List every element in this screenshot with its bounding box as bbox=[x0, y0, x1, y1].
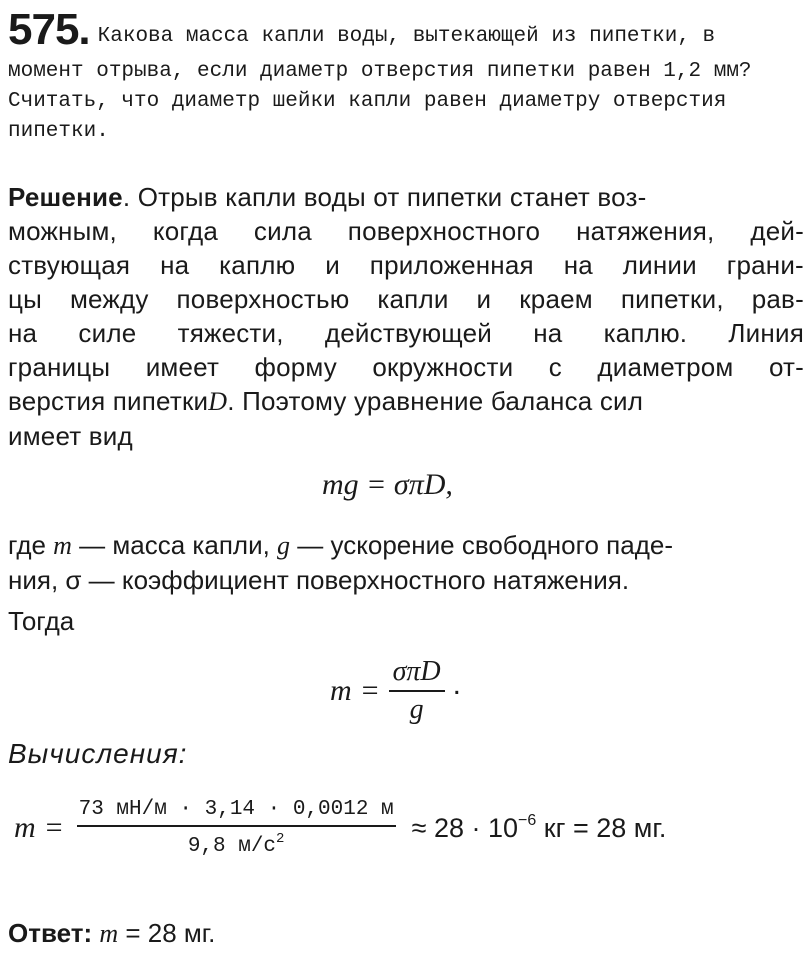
word: каплю. bbox=[603, 318, 688, 348]
word: диаметром bbox=[597, 352, 734, 382]
calculations-heading: Вычисления: bbox=[8, 738, 188, 769]
solution-label: Решение bbox=[8, 182, 123, 212]
fraction-denominator bbox=[188, 827, 285, 858]
fraction-denominator: g bbox=[409, 694, 424, 725]
word: сила bbox=[253, 216, 312, 246]
formula-lhs: m bbox=[14, 811, 36, 844]
answer-line bbox=[8, 918, 215, 949]
word: можным, bbox=[8, 216, 117, 246]
solution-line bbox=[8, 316, 804, 350]
solution-text: верстия пипетки bbox=[8, 386, 209, 416]
definitions-line bbox=[8, 528, 804, 563]
word: дей- bbox=[750, 216, 804, 246]
word: пипетки, bbox=[620, 284, 724, 314]
answer-value: = 28 мг. bbox=[118, 918, 216, 948]
definitions-text: где bbox=[8, 530, 54, 560]
fraction bbox=[77, 798, 396, 858]
result-value: кг = 28 мг. bbox=[536, 813, 667, 843]
word: поверхностного bbox=[347, 216, 541, 246]
word: с bbox=[548, 352, 562, 382]
solution-line bbox=[8, 180, 804, 214]
formula-lhs: m bbox=[330, 674, 352, 707]
word: натяжения, bbox=[576, 216, 715, 246]
fraction bbox=[389, 656, 445, 726]
word: на bbox=[533, 318, 563, 348]
problem-line-4: пипетки. bbox=[8, 120, 109, 143]
solution-line bbox=[8, 350, 804, 384]
word: и bbox=[476, 284, 492, 314]
word: рав- bbox=[751, 284, 804, 314]
word: капли bbox=[377, 284, 449, 314]
word: между bbox=[69, 284, 149, 314]
equals-sign: = bbox=[361, 674, 379, 707]
word: тяжести, bbox=[177, 318, 284, 348]
word: форму bbox=[254, 352, 337, 382]
word: когда bbox=[152, 216, 218, 246]
problem-statement bbox=[8, 5, 804, 147]
fraction-numerator: σπD bbox=[392, 656, 441, 687]
equals-sign: = bbox=[45, 811, 63, 844]
result-approx: ≈ 28 · 10 bbox=[411, 813, 519, 843]
variable-m: m bbox=[53, 531, 72, 560]
solution-text: . Поэтому уравнение баланса сил bbox=[227, 386, 644, 416]
solution-line: имеет вид bbox=[8, 421, 133, 451]
word: краем bbox=[519, 284, 593, 314]
word: действующей bbox=[324, 318, 492, 348]
problem-line-3: Считать, что диаметр шейки капли равен диаметру отверстия bbox=[8, 90, 727, 113]
definitions-paragraph bbox=[8, 528, 804, 597]
word: ствующая bbox=[8, 250, 131, 280]
calculation-formula bbox=[14, 798, 666, 858]
word: на bbox=[160, 250, 190, 280]
calculation-result bbox=[412, 812, 667, 844]
denominator-base: 9,8 м/с bbox=[187, 835, 277, 858]
word: окружности bbox=[372, 352, 514, 382]
word: от- bbox=[768, 352, 804, 382]
word: Линия bbox=[728, 318, 804, 348]
result-exponent: −6 bbox=[518, 812, 537, 829]
formula-period: . bbox=[452, 668, 461, 701]
word: имеет bbox=[145, 352, 220, 382]
word: и bbox=[325, 250, 340, 280]
definitions-line: ния, σ — коэффициент поверхностного натяжения. bbox=[8, 565, 630, 595]
word: на bbox=[8, 318, 38, 348]
balance-equation: mg = σπD, bbox=[322, 468, 453, 501]
solution-text: . Отрыв капли воды от пипетки станет воз- bbox=[122, 182, 647, 212]
problem-line-1 bbox=[8, 5, 804, 57]
fraction-numerator: 73 мН/м · 3,14 · 0,0012 м bbox=[78, 798, 394, 821]
word: приложенная bbox=[369, 250, 534, 280]
word: каплю bbox=[219, 250, 296, 280]
denominator-exponent: 2 bbox=[276, 831, 285, 847]
definitions-text: — масса капли, bbox=[71, 530, 278, 560]
definitions-text: — ускорение свободного паде- bbox=[290, 530, 673, 560]
word: цы bbox=[8, 284, 42, 314]
mass-formula bbox=[330, 656, 461, 726]
word: поверхностью bbox=[176, 284, 350, 314]
variable-D: D bbox=[208, 387, 228, 416]
problem-line-2: момент отрыва, если диаметр отверстия пипетки равен 1,2 мм? bbox=[8, 60, 752, 83]
word: линии bbox=[622, 250, 697, 280]
word: силе bbox=[78, 318, 137, 348]
variable-m: m bbox=[99, 919, 119, 948]
solution-paragraph bbox=[8, 180, 804, 453]
solution-line bbox=[8, 214, 804, 248]
word: грани- bbox=[726, 250, 804, 280]
problem-number: 575. bbox=[8, 5, 90, 54]
solution-line bbox=[8, 282, 804, 316]
word: границы bbox=[8, 352, 111, 382]
solution-line bbox=[8, 248, 804, 282]
word: на bbox=[563, 250, 593, 280]
answer-label: Ответ: bbox=[8, 918, 93, 948]
then-word: Тогда bbox=[8, 606, 75, 636]
variable-g: g bbox=[277, 531, 291, 560]
solution-line bbox=[8, 384, 804, 419]
problem-text: Какова масса капли воды, вытекающей из пипетки, в bbox=[97, 25, 716, 48]
